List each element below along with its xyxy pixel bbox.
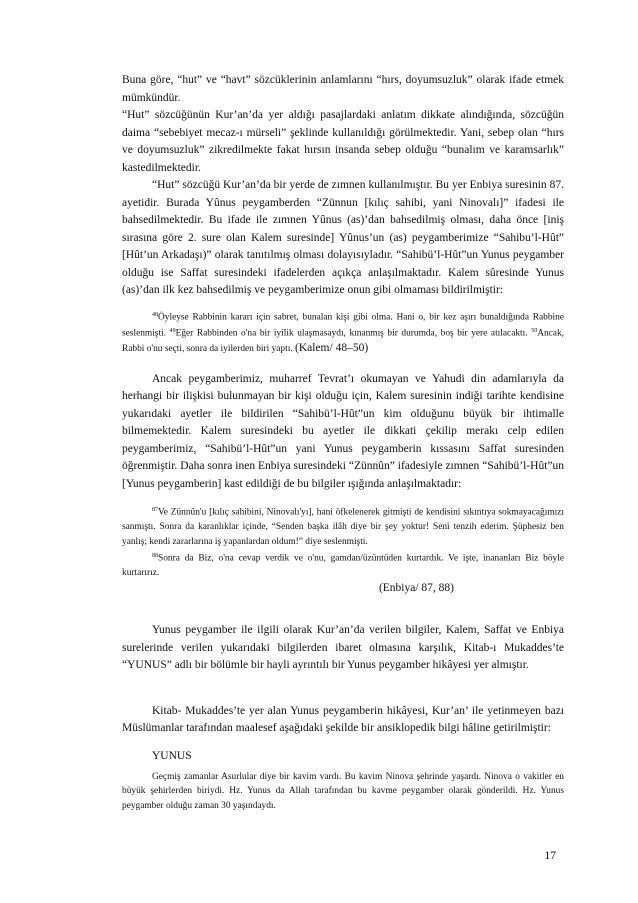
- page-number: 17: [544, 850, 556, 862]
- paragraph-6: Kitab- Mukaddes’te yer alan Yunus peygamberin hikâyesi, Kur’an’ ile yetinmeyen bazı Müslümanlar tarafından maalesef aşağıdaki şekilde bir ansiklopedik bilgi hâline getirilmiştir:: [122, 704, 564, 735]
- verse-number-49: 49: [169, 328, 176, 335]
- verse-87-text: Ve Zünnûn'u [kılıç sahibini, Ninovalı'yı], hani öfkelenerek gitmişti de kendisini sıkıntıya sokmayacağımızı sanmıştı. Sonra da karanlıklar içinde, “Senden başka ilâh diye bir şey yoktur! Seni tenzih ederim. Şüphesiz ben yanlış; kendi zararlarına iş yapanlardan oldum!” diye seslenmişti.: [122, 507, 564, 547]
- verse-number-87: 87: [152, 507, 158, 514]
- paragraph-4: Ancak peygamberimiz, muharref Tevrat’ı okumayan ve Yahudi din adamlarıyla da herhangi bir ilişkisi bulunmayan bir kişi olduğu için, Kalem suresinin indiği tarihte kendisine yukarıdaki ayetler ile bildirilen “Sahibü’l-Hût”un kim olduğunu büyük bir ihtimalle bilmemektedir. Kalem suresindeki bu ayetler ile dikkati çekilip merakı celp edilen peygamberimiz, “Sahibü’l-Hût”un yani Yunus peygamberin kıssasını Saffat suresinden öğrenmiştir. Daha sonra inen Enbiya suresindeki “Zünnûn” ifadesiyle zımnen “Sahibü’l-Hût”un [Yunus peygamberin] kast edildiği de bu bilgiler ışığında anlaşılmaktadır:: [122, 372, 564, 490]
- verse-number-88: 88: [152, 552, 158, 559]
- verse-50-text: Ancak, Rabbi o'nu seçti, sonra da iyilerden biri yaptı.: [122, 328, 564, 355]
- paragraph-1: Buna göre, “hut” ve “havt” sözcüklerinin anlamlarını “hırs, doyumsuzluk” olarak ifade etmek mümkündür.: [122, 74, 564, 104]
- page-content: [122, 72, 564, 813]
- paragraph-3: “Hut” sözcüğü Kur’an’da bir yerde de zımnen kullanılmıştır. Bu yer Enbiya suresinin 87. ayetidir. Burada Yûnus peygamberden “Zünnun [kılıç sahibi, yani Ninovalı]” ifadesi ile bahsedilmektedir. Bu ifade ile zımnen Yûnus (as)’dan bahsedilmiş olması, daha önce [iniş sırasına göre 2. sure olan Kalem suresinde] Yûnus’un (as) peygamberimize “Sahibu’l-Hût” [Hût’un Arkadaşı)” olarak tanıtılmış olması dolayısıyladır. “Sahibü’l-Hût”un Yunus peygamber olduğu ise Saffat suresindeki ifadelerden açıkça anlaşılmaktadır. Kalem sûresinde Yunus (as)’dan ilk kez bahsedilmiş ve peygamberimize onun gibi olmaması bildirilmiştir:: [122, 179, 564, 296]
- verse-88-text: Sonra da Biz, o'na cevap verdik ve o'nu, gamdan/üzüntüden kurtardık. Ve işte, inananları Biz böyle kurtarırız.: [122, 553, 564, 578]
- paragraph-5: Yunus peygamber ile ilgili olarak Kur’an’da verilen bilgiler, Kalem, Saffat ve Enbiya surelerinde verilen yukarıdaki bilgilerden ibaret olmasına karşılık, Kitab-ı Mukaddes’te “YUNUS” adlı bir bölümle bir hayli ayrıntılı bir Yunus peygamber hikâyesi yer almıştır.: [122, 624, 564, 672]
- verse-number-50: 50: [531, 328, 538, 335]
- section-heading: YUNUS: [152, 749, 192, 762]
- verse-number-48: 48: [152, 311, 158, 318]
- quote-enbiya-87: [122, 503, 564, 549]
- paragraph-2: “Hut” sözcüğünün Kur’an’da yer aldığı pasajlardaki anlatım dikkate alındığında, sözcüğün daima “sebebiyet mecaz-ı mürseli” şeklinde kullanıldığı görülmektedir. Yani, sebep olan “hırs ve doyumsuzluk” zikredilmekte fakat hırsın insanda sebep olduğu “bunalım ve karamsarlık” kastedilmektedir.: [122, 109, 564, 174]
- quote-enbiya-88: [122, 549, 564, 580]
- verse-49-text: Eğer Rabbinden o'na bir iyilik ulaşmasaydı, kınanmış bir durumda, boş bir yere atılacaktı.: [175, 328, 532, 339]
- section-text: Geçmiş zamanlar Asurlular diye bir kavim vardı. Bu kavim Ninova şehrinde yaşardı. Ninova o vakitler en büyük şehirlerden biriydi. Hz. Yunus da Allah tarafından bu kavme peygamber olarak gönderildi. Hz. Yunus peygamber olduğu zaman 30 yaşındaydı.: [122, 771, 564, 811]
- quote-kalem-reference: (Kalem/ 48–50): [295, 342, 369, 355]
- quote-enbiya-reference: (Enbiya/ 87, 88): [378, 582, 454, 595]
- quote-kalem: [122, 308, 564, 357]
- verse-48-text: Öyleyse Rabbinin kararı için sabret, bunalan kişi gibi olma. Hani o, bir kez aşırı bunaldığında Rabbine seslenmişti.: [122, 312, 564, 339]
